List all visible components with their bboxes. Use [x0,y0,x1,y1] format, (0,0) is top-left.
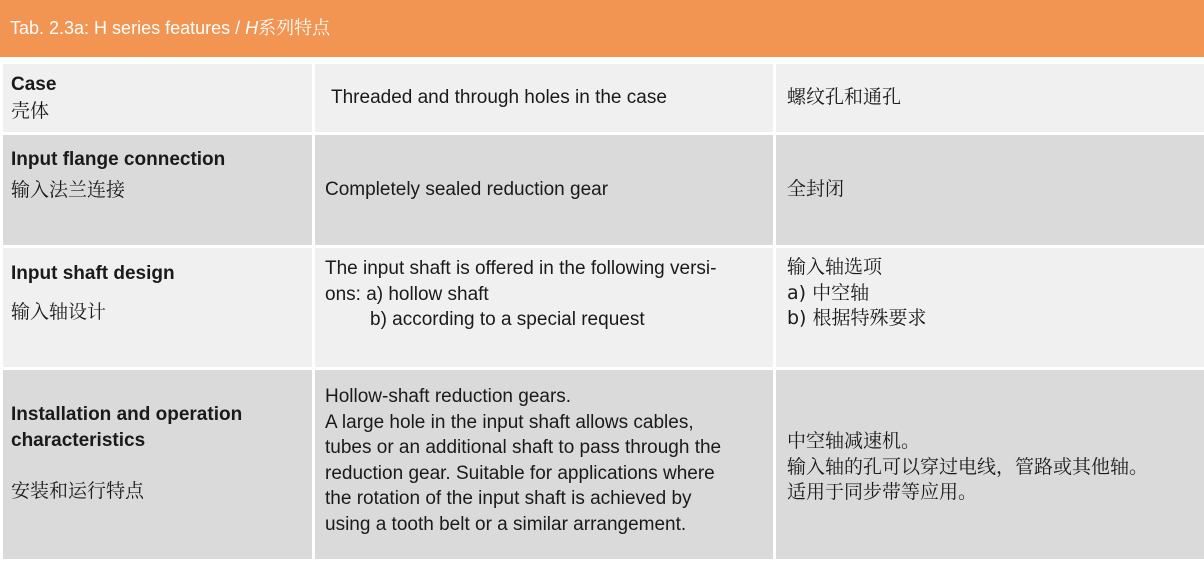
row-desc-zh-cell [775,134,1204,247]
row-label-en: Input flange connection [11,147,312,173]
row-desc-en-cell [314,369,775,561]
desc-zh-line: 输入轴的孔可以穿过电线，管路或其他轴。 [787,455,1204,481]
row-desc-zh-cell [775,63,1204,134]
caption-prefix: Tab. 2.3a: H series features / [10,18,245,38]
row-label-en: Installation and operation [11,402,312,428]
row-label-en: characteristics [11,428,312,454]
features-table [0,61,1204,562]
table-row-input-flange [2,134,1204,247]
row-desc-en-cell [314,63,775,134]
row-label-en: Input shaft design [11,261,312,287]
row-label-cell [2,369,314,561]
desc-en-line: using a tooth belt or a similar arrangement. [325,512,773,538]
row-label-cell [2,247,314,369]
desc-en-line: reduction gear. Suitable for applications where [325,461,773,487]
table-caption [0,0,1204,57]
row-label-cell [2,63,314,134]
desc-en-line: ons: a) hollow shaft [325,282,773,308]
desc-en-line: Hollow-shaft reduction gears. [325,384,773,410]
desc-en-line: The input shaft is offered in the following versi- [325,256,773,282]
row-desc-en-cell [314,134,775,247]
row-label-zh: 输入轴设计 [11,299,312,325]
row-desc-en-cell [314,247,775,369]
desc-zh-line: 输入轴选项 [787,255,1204,281]
desc-zh-line: 全封闭 [787,177,1204,203]
caption-suffix: 系列特点 [258,18,330,38]
desc-zh-line: b) 根据特殊要求 [787,306,1204,332]
caption-italic: H [245,18,258,38]
desc-en-line: A large hole in the input shaft allows cables, [325,410,773,436]
desc-en-line: b) according to a special request [325,307,773,333]
desc-zh-line: a) 中空轴 [787,281,1204,307]
desc-en-line: tubes or an additional shaft to pass through the [325,435,773,461]
row-desc-zh-cell [775,247,1204,369]
table-row-input-shaft [2,247,1204,369]
desc-zh-line: 中空轴减速机。 [787,429,1204,455]
row-label-zh: 输入法兰连接 [11,177,312,203]
row-label-zh: 壳体 [11,98,312,124]
desc-en-line: Threaded and through holes in the case [331,85,773,111]
row-label-zh: 安装和运行特点 [11,478,312,504]
row-label-cell [2,134,314,247]
row-label-en: Case [11,72,312,98]
desc-en-line: Completely sealed reduction gear [325,177,773,203]
table-row-installation [2,369,1204,561]
desc-zh-line: 适用于同步带等应用。 [787,480,1204,506]
desc-zh-line: 螺纹孔和通孔 [787,85,1204,111]
desc-en-line: the rotation of the input shaft is achieved by [325,486,773,512]
table-row-case [2,63,1204,134]
row-desc-zh-cell [775,369,1204,561]
